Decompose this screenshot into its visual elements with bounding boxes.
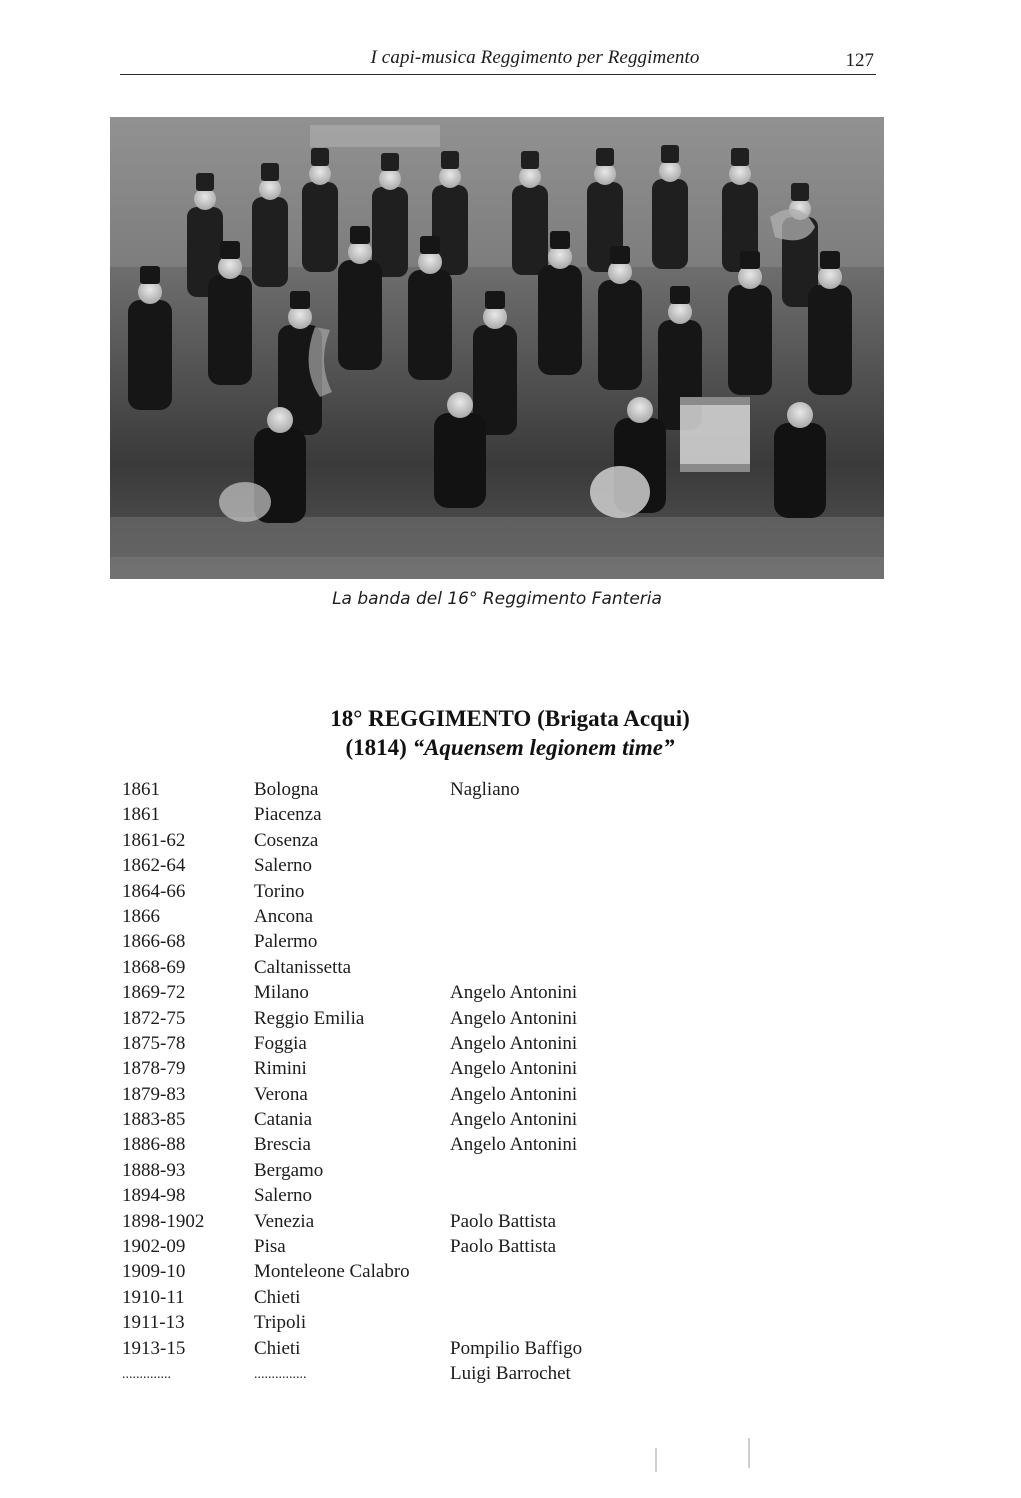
roster-city: Chieti [254, 1286, 301, 1308]
roster-city: Bergamo [254, 1159, 324, 1181]
roster-bandmaster: Angelo Antonini [450, 1109, 578, 1131]
roster-years: 1894-98 [122, 1185, 186, 1207]
scan-speck [655, 1448, 657, 1472]
roster-city: Monteleone Calabro [254, 1261, 410, 1283]
roster-years: 1909-10 [122, 1261, 186, 1283]
roster-bandmaster: Angelo Antonini [450, 1032, 578, 1054]
roster-row [122, 1363, 762, 1388]
roster-years: 1866-68 [122, 931, 186, 953]
roster-row [122, 779, 762, 804]
photo-caption: La banda del 16° Reggimento Fanteria [332, 589, 662, 609]
roster-row [122, 1236, 762, 1261]
running-title: I capi-musica Reggimento per Reggimento [370, 47, 700, 68]
roster-years: 1898-1902 [122, 1210, 205, 1232]
roster-years: 1869-72 [122, 982, 186, 1004]
scan-speck [748, 1438, 750, 1468]
page-number: 127 [845, 50, 874, 71]
roster-years: 1862-64 [122, 855, 186, 877]
running-header [120, 44, 876, 75]
roster-city: Chieti [254, 1337, 301, 1359]
roster-row [122, 1134, 762, 1159]
roster-years: 1864-66 [122, 880, 186, 902]
roster-years: 1872-75 [122, 1007, 186, 1029]
roster-city: Salerno [254, 1185, 313, 1207]
roster-bandmaster: Luigi Barrochet [450, 1362, 571, 1384]
regiment-motto: “Aquensem legionem time” [412, 735, 675, 760]
roster-bandmaster: Angelo Antonini [450, 1134, 578, 1156]
roster-city: Rimini [254, 1058, 307, 1080]
roster-city: Tripoli [254, 1312, 307, 1334]
roster-bandmaster: Angelo Antonini [450, 1058, 578, 1080]
roster-row [122, 1287, 762, 1312]
roster-years: 1886-88 [122, 1134, 186, 1156]
roster-row [122, 804, 762, 829]
roster-bandmaster: Angelo Antonini [450, 1007, 578, 1029]
roster-city: Catania [254, 1109, 313, 1131]
roster-years: .............. [122, 1366, 171, 1382]
roster-row [122, 1008, 762, 1033]
roster-bandmaster: Angelo Antonini [450, 1083, 578, 1105]
roster-city: Cosenza [254, 829, 319, 851]
roster-bandmaster: Pompilio Baffigo [450, 1337, 583, 1359]
roster-row [122, 1312, 762, 1337]
roster-row [122, 957, 762, 982]
roster-row [122, 1084, 762, 1109]
roster-years: 1911-13 [122, 1312, 185, 1334]
roster-row [122, 1160, 762, 1185]
roster-city: Reggio Emilia [254, 1007, 365, 1029]
roster-bandmaster: Paolo Battista [450, 1236, 557, 1258]
roster-city: Torino [254, 880, 305, 902]
roster-row [122, 1058, 762, 1083]
roster-years: 1883-85 [122, 1109, 186, 1131]
roster-years: 1878-79 [122, 1058, 186, 1080]
roster-years: 1861 [122, 779, 160, 800]
roster-years: 1875-78 [122, 1032, 186, 1054]
roster-city: Palermo [254, 931, 318, 953]
roster-city: Milano [254, 982, 309, 1004]
roster-years: 1879-83 [122, 1083, 186, 1105]
roster-years: 1868-69 [122, 956, 186, 978]
roster-city: Ancona [254, 905, 314, 927]
roster-row [122, 881, 762, 906]
roster-city: Foggia [254, 1032, 307, 1054]
roster-row [122, 1211, 762, 1236]
roster-row [122, 1033, 762, 1058]
section-subtitle [150, 735, 870, 761]
roster-city: Venezia [254, 1210, 315, 1232]
roster-years: 1888-93 [122, 1159, 186, 1181]
band-photograph-image [110, 117, 884, 579]
roster-row [122, 931, 762, 956]
roster-bandmaster: Nagliano [450, 779, 520, 800]
roster-row [122, 830, 762, 855]
roster-row [122, 1185, 762, 1210]
band-photograph [110, 117, 884, 579]
roster-city: Pisa [254, 1236, 286, 1258]
roster-bandmaster: Paolo Battista [450, 1210, 557, 1232]
roster-city: Brescia [254, 1134, 311, 1156]
roster-row [122, 906, 762, 931]
roster-bandmaster: Angelo Antonini [450, 982, 578, 1004]
roster-years: 1866 [122, 905, 160, 927]
roster-city: Caltanissetta [254, 956, 352, 978]
roster-row [122, 1109, 762, 1134]
roster-city: Salerno [254, 855, 313, 877]
roster-years: 1910-11 [122, 1286, 185, 1308]
roster-city: Verona [254, 1083, 308, 1105]
roster-row [122, 1261, 762, 1286]
roster-row [122, 982, 762, 1007]
roster-years: 1861 [122, 804, 160, 826]
roster-row [122, 855, 762, 880]
roster-city: Piacenza [254, 804, 322, 826]
garrison-roster [122, 779, 762, 1388]
roster-row [122, 1338, 762, 1363]
roster-years: 1902-09 [122, 1236, 186, 1258]
roster-years: 1861-62 [122, 829, 186, 851]
section-title: 18° REGGIMENTO (Brigata Acqui) [330, 706, 690, 731]
founding-year: (1814) [345, 735, 413, 760]
roster-years: 1913-15 [122, 1337, 186, 1359]
roster-city: ............... [254, 1366, 307, 1382]
roster-city: Bologna [254, 779, 319, 800]
